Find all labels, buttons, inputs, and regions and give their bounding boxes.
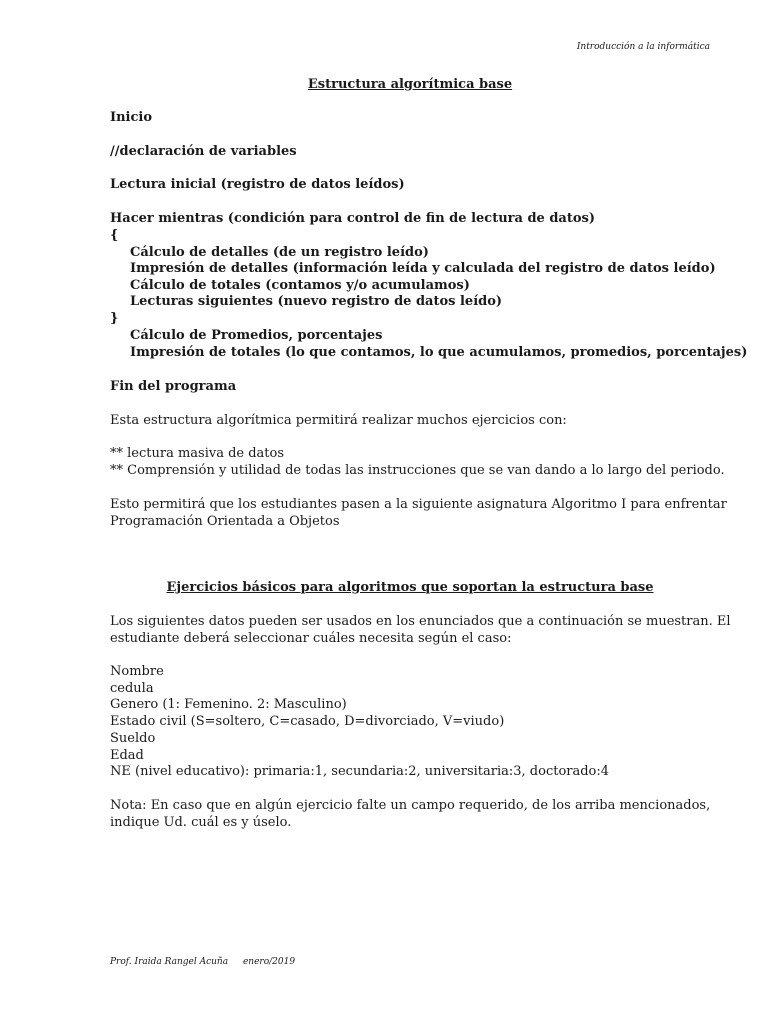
footer-author: Prof. Iraida Rangel Acuña xyxy=(110,957,229,967)
nota-line: indique Ud. cuál es y úselo. xyxy=(110,815,292,830)
loop-item: Lecturas siguientes (nuevo registro de datos leído) xyxy=(130,294,503,309)
lectura-inicial: Lectura inicial (registro de datos leídos) xyxy=(110,177,405,192)
hacer-mientras: Hacer mientras (condición para control de fin de lectura de datos) xyxy=(110,211,595,226)
footer-date: enero/2019 xyxy=(242,957,296,967)
loop-item: Cálculo de detalles (de un registro leído) xyxy=(130,245,429,260)
field-item: NE (nivel educativo): primaria:1, secundaria:2, universitaria:3, doctorado:4 xyxy=(110,764,610,779)
paragraph-line: Esto permitirá que los estudiantes pasen a la siguiente asignatura Algoritmo I para enfrentar xyxy=(110,497,727,512)
loop-item: Cálculo de totales (contamos y/o acumulamos) xyxy=(130,278,470,293)
bullet: ** lectura masiva de datos xyxy=(110,446,285,461)
header-course: Introducción a la informática xyxy=(576,42,710,52)
inicio: Inicio xyxy=(110,110,152,125)
field-item: Sueldo xyxy=(110,731,156,746)
field-item: Edad xyxy=(110,748,144,763)
field-item: cedula xyxy=(110,681,154,696)
nota-line: Nota: En caso que en algún ejercicio falte un campo requerido, de los arriba mencionados, xyxy=(110,798,711,813)
after-item: Cálculo de Promedios, porcentajes xyxy=(130,328,383,343)
declaracion: //declaración de variables xyxy=(110,144,297,159)
section1-title: Estructura algorítmica base xyxy=(307,77,513,92)
bullet: ** Comprensión y utilidad de todas las instrucciones que se van dando a lo largo del periodo. xyxy=(110,463,725,478)
open-brace: { xyxy=(110,228,119,243)
section2-intro-line: Los siguientes datos pueden ser usados en los enunciados que a continuación se muestran. El xyxy=(110,614,731,629)
section2-intro-line: estudiante deberá seleccionar cuáles necesita según el caso: xyxy=(110,631,512,646)
after-item: Impresión de totales (lo que contamos, lo que acumulamos, promedios, porcentajes) xyxy=(130,345,748,360)
section2-title: Ejercicios básicos para algoritmos que soportan la estructura base xyxy=(166,580,654,595)
loop-item: Impresión de detalles (información leída y calculada del registro de datos leído) xyxy=(130,261,716,276)
close-brace: } xyxy=(110,311,119,326)
intro-text: Esta estructura algorítmica permitirá realizar muchos ejercicios con: xyxy=(110,413,567,428)
field-item: Nombre xyxy=(110,664,164,679)
fin-del-programa: Fin del programa xyxy=(110,379,237,394)
field-item: Genero (1: Femenino. 2: Masculino) xyxy=(110,697,347,712)
paragraph-line: Programación Orientada a Objetos xyxy=(110,514,340,529)
footer xyxy=(110,957,295,967)
field-item: Estado civil (S=soltero, C=casado, D=divorciado, V=viudo) xyxy=(110,714,505,729)
